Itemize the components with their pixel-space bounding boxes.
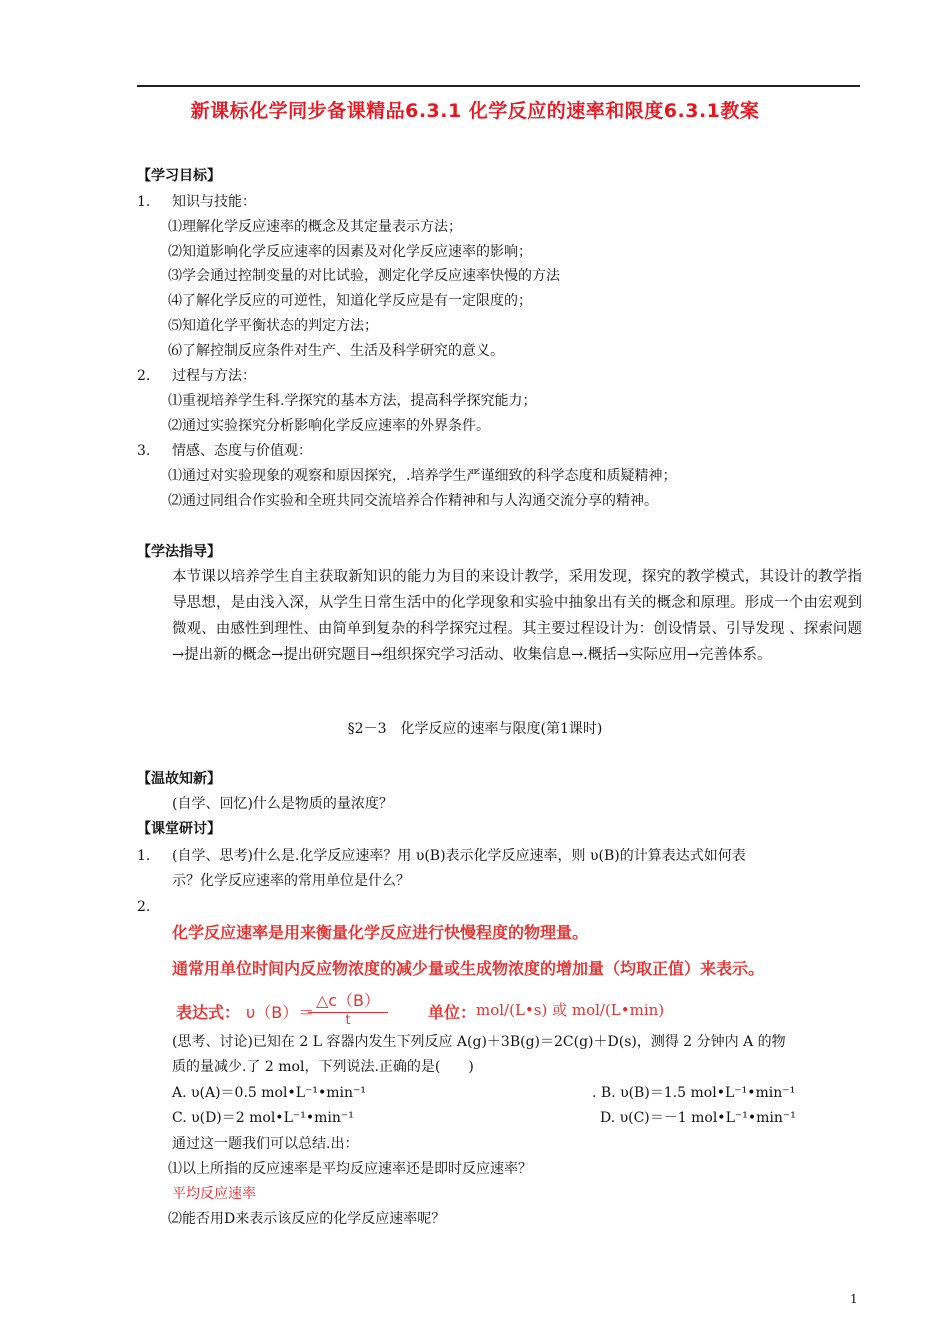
discussion-text: 质的量减少.了 2 mol，下列说法.正确的是( ) <box>172 1059 474 1075</box>
objective-item: ⑵通过实验探究分析影响化学反应速率的外界条件。 <box>168 418 490 434</box>
objective-item: ⑸知道化学平衡状态的判定方法； <box>168 318 378 334</box>
fraction-numerator: △c（B） <box>315 991 381 1010</box>
objective-item: ⑵知道影响化学反应速率的因素及对化学反应速率的影响； <box>168 244 532 260</box>
fraction-denominator: t <box>345 1013 351 1028</box>
question-number: 2. <box>137 899 151 915</box>
study-heading: 【课堂研讨】 <box>137 821 221 837</box>
document-title: 新课标化学同步备课精品6.3.1 化学反应的速率和限度6.3.1教案 <box>190 100 760 122</box>
page-number: 1 <box>850 1292 858 1306</box>
objective-section-num: 2. <box>137 368 151 384</box>
expression-lhs: υ（B）＝ <box>246 1003 315 1022</box>
objective-section-label: 过程与方法： <box>172 368 256 384</box>
method-heading: 【学法指导】 <box>137 544 221 560</box>
objective-item: ⑴重视培养学生科.学探究的基本方法，提高科学探究能力； <box>168 393 537 409</box>
unit-value: mol/(L•s) 或 mol/(L•min) <box>476 1001 665 1019</box>
question-number: 1. <box>137 848 151 864</box>
expression-label: 表达式： <box>176 1003 241 1022</box>
section-title: §2－3 化学反应的速率与限度(第1课时) <box>347 721 603 737</box>
objective-item: ⑴通过对实验现象的观察和原因探究，.培养学生严谨细致的科学态度和质疑精神； <box>168 468 677 484</box>
option-a: A. υ(A)＝0.5 mol•L⁻¹•min⁻¹ <box>172 1085 367 1101</box>
option-d: D. υ(C)＝－1 mol•L⁻¹•min⁻¹ <box>600 1110 796 1126</box>
question-text: 示？化学反应速率的常用单位是什么？ <box>172 873 410 889</box>
option-c: C. υ(D)＝2 mol•L⁻¹•min⁻¹ <box>172 1110 354 1126</box>
objective-item: ⑶学会通过控制变量的对比试验，测定化学反应速率快慢的方法 <box>168 268 560 284</box>
definition-line: 化学反应速率是用来衡量化学反应进行快慢程度的物理量。 <box>172 923 589 942</box>
discussion-text: (思考、讨论)已知在 2 L 容器内发生下列反应 A(g)＋3B(g)＝2C(g)＋D(s)，测得 2 分钟内 A 的物 <box>172 1034 786 1050</box>
objectives-heading: 【学习目标】 <box>137 168 221 184</box>
objective-item: ⑷了解化学反应的可逆性，知道化学反应是有一定限度的； <box>168 293 532 309</box>
objective-section-num: 3. <box>137 443 151 459</box>
method-paragraph: 本节课以培养学生自主获取新知识的能力为目的来设计教学，采用发现，探究的教学模式，其设计的教学指导思想，是由浅入深，从学生日常生活中的化学现象和实验中抽象出有关的概念和原理。形成一个由宏观到微观、由感性到理性、由简单到复杂的科学探究过程。其主要过程设计为：创设情景、引导发现 、探索问题→提出新的概念→提出研究题目→组织探究学习活动、收集信息→.概括→实际应用→完善体系。 <box>172 569 862 663</box>
objective-section-label: 知识与技能： <box>172 194 256 210</box>
header-rule <box>137 85 860 87</box>
objective-item: ⑴理解化学反应速率的概念及其定量表示方法； <box>168 219 462 235</box>
summary-answer: 平均反应速率 <box>172 1186 256 1202</box>
summary-question: ⑵能否用D来表示该反应的化学反应速率呢？ <box>168 1211 446 1227</box>
review-heading: 【温故知新】 <box>137 771 221 787</box>
summary-text: 通过这一题我们可以总结.出： <box>172 1136 359 1152</box>
summary-question: ⑴以上所指的反应速率是平均反应速率还是即时反应速率？ <box>168 1161 532 1177</box>
objective-item: ⑵通过同组合作实验和全班共同交流培养合作精神和与人沟通交流分享的精神。 <box>168 493 658 509</box>
definition-line: 通常用单位时间内反应物浓度的减少量或生成物浓度的增加量（均取正值）来表示。 <box>172 959 765 978</box>
question-text: (自学、思考)什么是.化学反应速率？用 υ(B)表示化学反应速率，则 υ(B)的计算表达式如何表 <box>172 848 746 864</box>
objective-section-num: 1. <box>137 194 151 210</box>
objective-item: ⑹了解控制反应条件对生产、生活及科学研究的意义。 <box>168 343 504 359</box>
unit-label: 单位： <box>428 1003 477 1022</box>
objective-section-label: 情感、态度与价值观： <box>172 443 312 459</box>
review-question: (自学、回忆)什么是物质的量浓度？ <box>172 796 393 812</box>
option-b: . B. υ(B)＝1.5 mol•L⁻¹•min⁻¹ <box>592 1085 796 1101</box>
